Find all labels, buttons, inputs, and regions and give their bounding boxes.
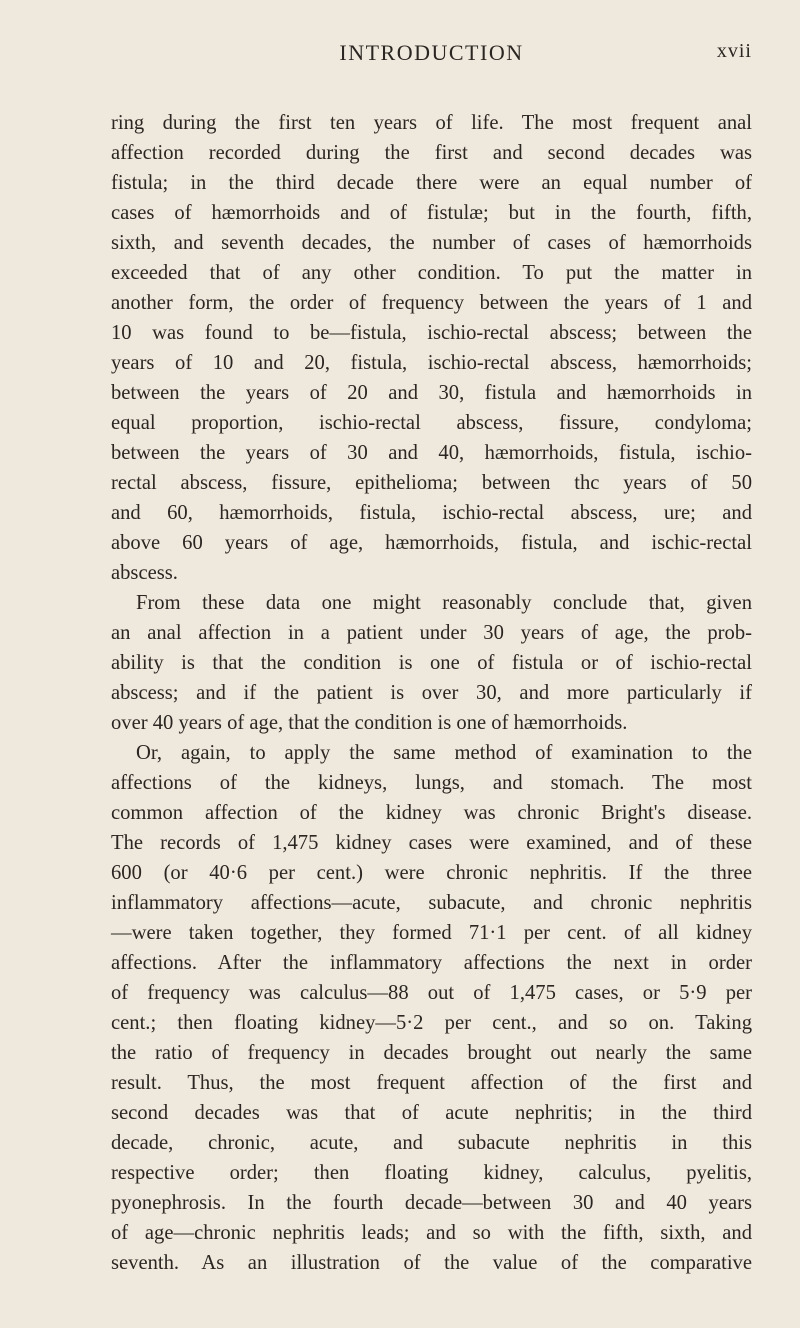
text-line: an anal affection in a patient under 30 years of age, the prob- (111, 622, 752, 644)
text-line: fistula; in the third decade there were an equal number of (111, 172, 752, 194)
page-number: xvii (716, 40, 752, 62)
text-line: 600 (or 40·6 per cent.) were chronic nephritis. If the three (111, 862, 752, 884)
text-line: seventh. As an illustration of the value of the comparative (111, 1252, 752, 1274)
text-line: inflammatory affections—acute, subacute, and chronic nephritis (111, 892, 752, 914)
text-line: cent.; then floating kidney—5·2 per cent., and so on. Taking (111, 1012, 752, 1034)
text-line: ability is that the condition is one of fistula or of ischio-rectal (111, 652, 752, 674)
text-line: years of 10 and 20, fistula, ischio-rectal abscess, hæmorrhoids; (111, 352, 752, 374)
text-line: affections. After the inflammatory affections the next in order (111, 952, 752, 974)
text-line: result. Thus, the most frequent affection of the first and (111, 1072, 752, 1094)
text-line: cases of hæmorrhoids and of fistulæ; but in the fourth, fifth, (111, 202, 752, 224)
text-line: another form, the order of frequency between the years of 1 and (111, 292, 752, 314)
text-line: above 60 years of age, hæmorrhoids, fistula, and ischic-rectal (111, 532, 752, 554)
page-title: INTRODUCTION (339, 40, 524, 65)
text-line: between the years of 30 and 40, hæmorrhoids, fistula, ischio- (111, 442, 752, 464)
text-line: rectal abscess, fissure, epithelioma; between thc years of 50 (111, 472, 752, 494)
text-line: over 40 years of age, that the condition is one of hæmorrhoids. (111, 712, 628, 734)
text-line: and 60, hæmorrhoids, fistula, ischio-rectal abscess, ure; and (111, 502, 752, 524)
text-line: affections of the kidneys, lungs, and stomach. The most (111, 772, 752, 794)
text-line: —were taken together, they formed 71·1 per cent. of all kidney (111, 922, 752, 944)
text-line: between the years of 20 and 30, fistula and hæmorrhoids in (111, 382, 752, 404)
text-line: From these data one might reasonably conclude that, given (136, 592, 752, 614)
text-line: sixth, and seventh decades, the number of cases of hæmorrhoids (111, 232, 752, 254)
text-line: the ratio of frequency in decades brought out nearly the same (111, 1042, 752, 1064)
text-line: 10 was found to be—fistula, ischio-rectal abscess; between the (111, 322, 752, 344)
text-line: affection recorded during the first and second decades was (111, 142, 752, 164)
text-line: of frequency was calculus—88 out of 1,475 cases, or 5·9 per (111, 982, 752, 1004)
text-line: common affection of the kidney was chronic Bright's disease. (111, 802, 752, 824)
text-line: pyonephrosis. In the fourth decade—between 30 and 40 years (111, 1192, 752, 1214)
paragraph-3 (111, 738, 752, 1278)
text-line: decade, chronic, acute, and subacute nephritis in this (111, 1132, 752, 1154)
text-line: abscess; and if the patient is over 30, and more particularly if (111, 682, 752, 704)
body-text (111, 108, 752, 1278)
paragraph-2 (111, 588, 752, 738)
text-line: Or, again, to apply the same method of examination to the (136, 742, 752, 764)
text-line: ring during the first ten years of life. The most frequent anal (111, 112, 752, 134)
running-head (111, 40, 752, 70)
text-line: abscess. (111, 562, 178, 584)
paragraph-1 (111, 108, 752, 588)
text-line: The records of 1,475 kidney cases were examined, and of these (111, 832, 752, 854)
text-line: of age—chronic nephritis leads; and so with the fifth, sixth, and (111, 1222, 752, 1244)
text-line: respective order; then floating kidney, calculus, pyelitis, (111, 1162, 752, 1184)
text-line: equal proportion, ischio-rectal abscess, fissure, condyloma; (111, 412, 752, 434)
text-line: second decades was that of acute nephritis; in the third (111, 1102, 752, 1124)
text-line: exceeded that of any other condition. To put the matter in (111, 262, 752, 284)
